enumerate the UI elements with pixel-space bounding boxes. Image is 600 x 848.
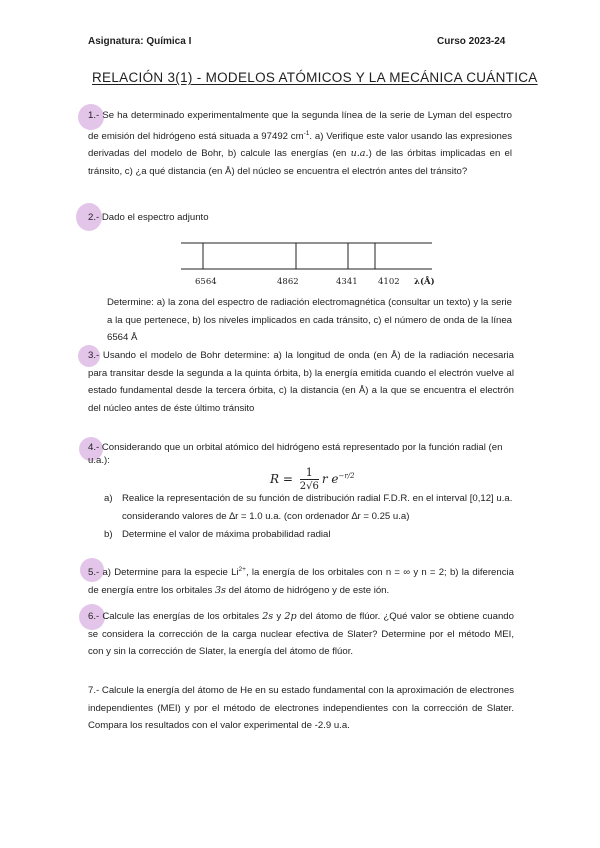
spectrum-label-4102: 4102: [378, 277, 400, 287]
question-2: [88, 209, 512, 227]
question-6-orbital-2s: 2s: [262, 611, 274, 622]
question-5-orbital: 3s: [214, 584, 226, 596]
item-a-text: Realice la representación de su función de distribución radial F.D.R. en el interval [0,12] u.a. considerando valores de ∆r = 1.0 u.a. (con ordenador ∆r = 0.25 u.a): [122, 493, 513, 522]
question-6-text-b: y: [273, 611, 285, 622]
question-3-text: Usando el modelo de Bohr determine: a) la longitud de onda (en Å) de la radiación necesaria para transitar desde la segunda a la quinta órbita, b) la energía emitida cuando el electrón vuelve al estado fundamental desde la tercera órbita, c) la distancia (en Å) a la que se encuentra el electrón del núcleo antes de éste último tránsito: [88, 350, 515, 414]
equation-exponent: −r/2: [338, 472, 355, 480]
question-6: [88, 608, 514, 661]
item-a-label: a): [104, 493, 113, 504]
question-2-determine: Determine: a) la zona del espectro de radiación electromagnética (consultar un texto) y la serie a la que pertenece, b) los niveles implicados en cada tránsito, c) el número de onda de la línea 6564 Å: [107, 297, 512, 344]
equation-fraction: [300, 466, 319, 493]
spectrum-axis-label: λ(Å): [414, 277, 435, 287]
question-5-number: 5.-: [88, 567, 100, 579]
question-5-text-c: del átomo de hidrógeno y de este ión.: [225, 584, 390, 596]
question-5-text-b: , la energía de los orbitales con n = ∞ y n = 2; b) la diferencia de energía entre los orbitales: [88, 567, 514, 596]
equation-e: e: [331, 472, 339, 486]
question-1-unit: u.a.: [350, 148, 369, 160]
question-4: [88, 441, 512, 467]
item-b-label: b): [104, 529, 113, 540]
spectrum-label-6564: 6564: [195, 277, 217, 287]
spectrum-label-4862: 4862: [277, 277, 299, 287]
question-3: [88, 347, 514, 417]
radial-function-equation: [270, 466, 355, 493]
question-1-sup: -1: [303, 129, 310, 137]
equation-denominator: 2√6: [299, 481, 319, 492]
course-subject: Asignatura: Química I: [88, 36, 192, 47]
question-3-number: 3.-: [88, 350, 100, 361]
question-7: [88, 682, 514, 735]
course-year: Curso 2023-24: [437, 36, 506, 47]
question-7-number: 7.-: [88, 685, 100, 696]
question-1-text-c: ) de las órbitas implicadas en el tránsito, c) ¿a qué distancia (en Å) del núcleo se encuentra el electrón antes del tránsito?: [88, 148, 512, 177]
spectrum-label-4341: 4341: [336, 277, 358, 287]
question-2-number: 2.-: [88, 212, 100, 223]
item-b-text: Determine el valor de máxima probabilidad radial: [122, 529, 331, 540]
question-1: [88, 107, 512, 181]
question-1-text-a: Se ha determinado experimentalmente que la segunda línea de la serie de Lyman del espectro de emisión del hidrógeno está situada a 97492 cm: [88, 110, 513, 142]
equation-lhs: R =: [270, 472, 293, 486]
question-6-number: 6.-: [88, 611, 100, 622]
question-2-text: Dado el espectro adjunto: [101, 212, 209, 223]
question-6-orbital-2p: 2p: [284, 611, 297, 622]
question-4-text: Considerando que un orbital atómico del hidrógeno está representado por la función radial (en u.a.):: [88, 442, 503, 466]
question-7-text: Calcule la energía del átomo de He en su estado fundamental con la aproximación de electrones independientes (MEI) y por el método de electrones independientes con la corrección de Slater. Compara los resultados con el valor experimental de -2.9 u.a.: [88, 685, 514, 732]
question-4-number: 4.-: [88, 442, 100, 453]
question-1-text-b: . a) Verifique este valor usando las expresiones derivadas del modelo de Bohr, b) calcule las energías (en: [88, 130, 512, 160]
question-5-text-a: a) Determine para la especie Li: [102, 567, 239, 579]
equation-numerator: 1: [305, 466, 313, 479]
equation-r: r: [321, 472, 328, 486]
question-6-text-a: Calcule las energías de los orbitales: [102, 611, 263, 622]
question-5-sup: 2+: [238, 566, 246, 573]
page-title: RELACIÓN 3(1) - MODELOS ATÓMICOS Y LA MECÁNICA CUÁNTICA: [92, 70, 538, 85]
question-6-text-c: del átomo de flúor. ¿Qué valor se obtiene cuando se considera la corrección de la carga nuclear efectiva de Slater? Determine por el método MEI, con y sin la corrección de Slater, la energía del átomo de flúor.: [88, 611, 514, 658]
question-5: [88, 561, 514, 599]
question-1-number: 1.-: [88, 110, 100, 121]
